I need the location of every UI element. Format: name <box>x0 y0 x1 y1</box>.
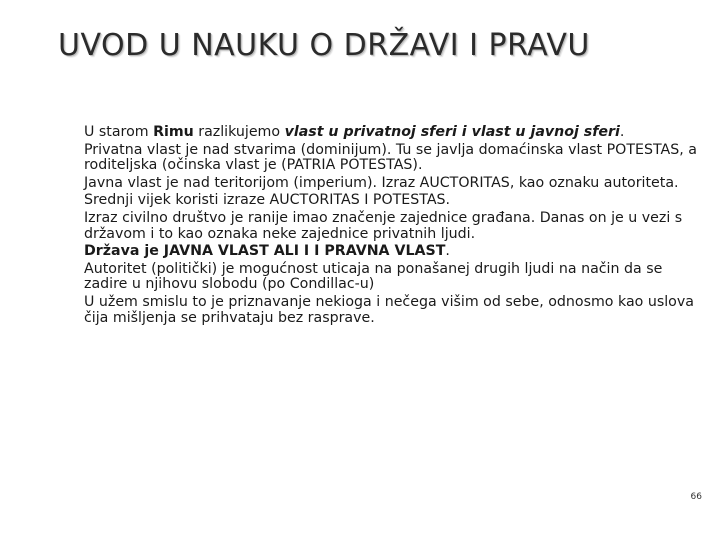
bullet-item <box>62 143 702 174</box>
bullet-item <box>62 244 702 260</box>
bullet-text: Javna vlast je nad teritorijom (imperium). Izraz AUCTORITAS, kao oznaku autoriteta. <box>84 174 679 191</box>
bullet-text: . <box>445 243 450 260</box>
bullet-text: . <box>619 124 625 140</box>
bullet-item <box>62 295 702 326</box>
bullet-emphasis-text: vlast u privatnoj sferi i vlast u javnoj sferi <box>284 124 620 140</box>
bullet-text: Izraz civilno društvo je ranije imao značenje zajednice građana. Danas on je u vezi s državom i to kao oznaka neke zajednice privatnih ljudi. <box>84 209 683 242</box>
bullet-text: U starom <box>84 124 154 140</box>
bullet-item <box>62 262 702 293</box>
slide-title: UVOD U NAUKU O DRŽAVI I PRAVU <box>58 28 590 63</box>
bullet-list <box>62 125 702 328</box>
bullet-item <box>62 176 702 192</box>
bullet-text: U užem smislu to je priznavanje nekioga i nečega višim od sebe, odnosmo kao uslova čija mišljenja se prihvataju bez rasprave. <box>84 293 694 326</box>
bullet-item <box>62 193 702 209</box>
bullet-text: razlikujemo <box>193 124 285 140</box>
bullet-bold-text: Rimu <box>153 124 194 140</box>
bullet-text: Autoritet (politički) je mogućnost uticaja na ponašanej drugih ljudi na način da se zadire u njihovu slobodu (po Condillac-u) <box>84 260 663 293</box>
bullet-text: Srednji vijek koristi izraze AUCTORITAS I POTESTAS. <box>84 192 451 209</box>
bullet-item <box>62 125 702 141</box>
bullet-item <box>62 211 702 242</box>
bullet-text: Privatna vlast je nad stvarima (dominijum). Tu se javlja domaćinska vlast POTESTAS, a roditeljska (očinska vlast je (PATRIA POTESTAS). <box>84 141 697 174</box>
page-number: 66 <box>690 492 702 502</box>
bullet-bold-text: Država je JAVNA VLAST ALI I I PRAVNA VLAST <box>84 243 446 260</box>
